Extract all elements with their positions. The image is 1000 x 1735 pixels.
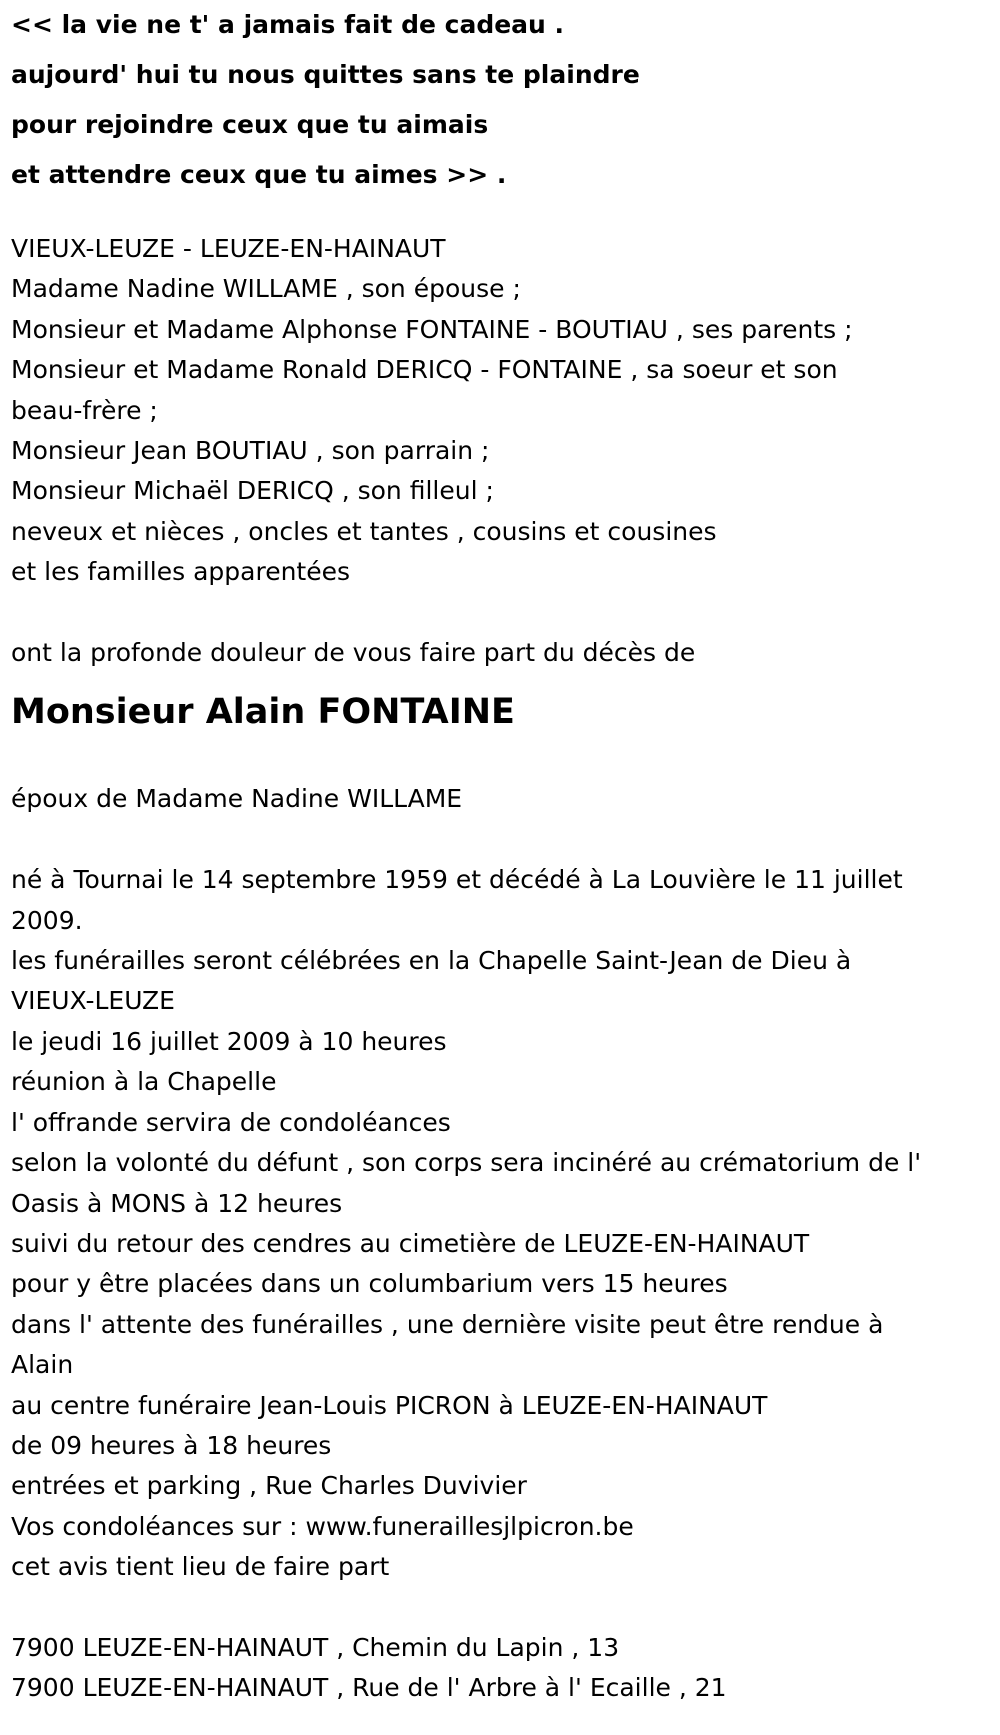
- visit-line: dans l' attente des funérailles , une dernière visite peut être rendue à: [11, 1309, 884, 1339]
- detail-line: suivi du retour des cendres au cimetière de LEUZE-EN-HAINAUT: [11, 1228, 810, 1258]
- family-member: Madame Nadine WILLAME , son épouse ;: [11, 274, 521, 304]
- address-line: 7900 LEUZE-EN-HAINAUT , Rue de l' Arbre à l' Ecaille , 21: [11, 1673, 727, 1703]
- birth-death-line: né à Tournai le 14 septembre 1959 et décédé à La Louvière le 11 juillet: [11, 865, 903, 895]
- cremation-line-continued: Oasis à MONS à 12 heures: [11, 1188, 343, 1218]
- spacer: [11, 1588, 991, 1628]
- detail-line: l' offrande servira de condoléances: [11, 1107, 451, 1137]
- address-line: 7900 LEUZE-EN-HAINAUT , Chemin du Lapin , 13: [11, 1632, 620, 1662]
- condolences-line: Vos condoléances sur : www.funeraillesjlpicron.be: [11, 1511, 634, 1541]
- announcement-text: ont la profonde douleur de vous faire part du décès de: [11, 638, 696, 668]
- cremation-line: selon la volonté du défunt , son corps sera incinéré au crématorium de l': [11, 1148, 922, 1178]
- hours-line: de 09 heures à 18 heures: [11, 1430, 332, 1460]
- family-member-continued: beau-frère ;: [11, 395, 158, 425]
- family-list: [11, 229, 991, 593]
- poem-line: pour rejoindre ceux que tu aimais: [11, 110, 489, 139]
- family-member: Monsieur et Madame Ronald DERICQ - FONTAINE , sa soeur et son: [11, 355, 838, 385]
- funeral-details: [11, 860, 991, 1587]
- obituary-notice: [11, 0, 991, 1709]
- family-member: Monsieur Jean BOUTIAU , son parrain ;: [11, 436, 490, 466]
- deceased-name: Monsieur Alain FONTAINE: [11, 692, 515, 733]
- parking-line: entrées et parking , Rue Charles Duvivier: [11, 1471, 527, 1501]
- funeral-home-line: au centre funéraire Jean-Louis PICRON à LEUZE-EN-HAINAUT: [11, 1390, 768, 1420]
- ceremony-date-line: le jeudi 16 juillet 2009 à 10 heures: [11, 1026, 447, 1056]
- poem: [11, 0, 991, 200]
- ceremony-line-continued: VIEUX-LEUZE: [11, 986, 175, 1016]
- family-member: Monsieur et Madame Alphonse FONTAINE - BOUTIAU , ses parents ;: [11, 314, 853, 344]
- address-list: [11, 1628, 991, 1709]
- detail-line: pour y être placées dans un columbarium vers 15 heures: [11, 1269, 728, 1299]
- ceremony-line: les funérailles seront célébrées en la Chapelle Saint-Jean de Dieu à: [11, 946, 852, 976]
- family-member: neveux et nièces , oncles et tantes , cousins et cousines: [11, 516, 717, 546]
- poem-line: aujourd' hui tu nous quittes sans te plaindre: [11, 60, 640, 89]
- family-member: Monsieur Michaël DERICQ , son filleul ;: [11, 476, 494, 506]
- poem-line: et attendre ceux que tu aimes >> .: [11, 160, 507, 189]
- family-location: VIEUX-LEUZE - LEUZE-EN-HAINAUT: [11, 234, 446, 263]
- detail-line: réunion à la Chapelle: [11, 1067, 277, 1097]
- spouse-line: époux de Madame Nadine WILLAME: [11, 784, 463, 814]
- birth-death-line-continued: 2009.: [11, 905, 83, 935]
- family-member: et les familles apparentées: [11, 557, 351, 587]
- notice-line: cet avis tient lieu de faire part: [11, 1552, 390, 1582]
- visit-line-continued: Alain: [11, 1350, 74, 1380]
- spacer: [11, 593, 991, 633]
- poem-line: << la vie ne t' a jamais fait de cadeau .: [11, 10, 565, 39]
- spacer: [11, 820, 991, 860]
